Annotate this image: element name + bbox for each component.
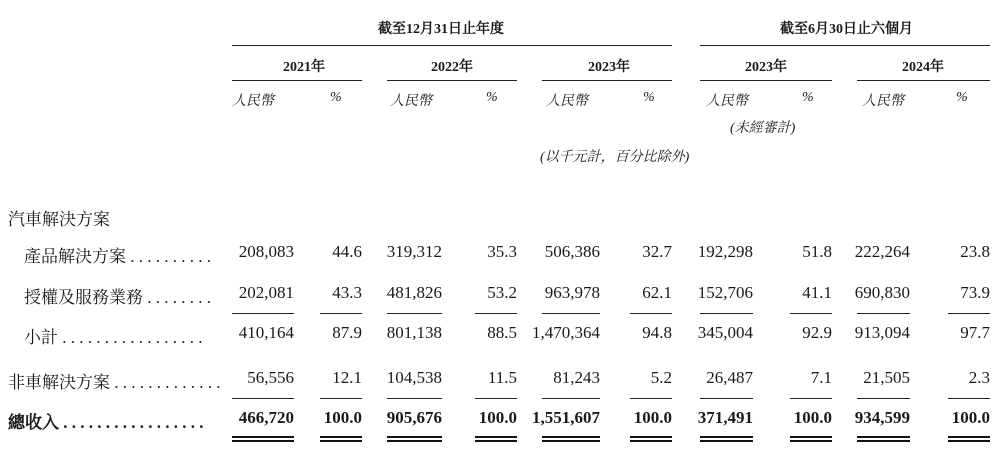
cell-total-2024h1-pct: 100.0 <box>951 408 990 427</box>
total-rule-2023h1-pct <box>790 398 832 399</box>
cell-total-2021-rmb: 466,720 <box>238 408 294 427</box>
subtotal-rule-2021-pct <box>320 313 362 314</box>
total-rule-2023-rmb <box>542 398 600 399</box>
double-rule-2023h1-rmb <box>700 436 753 442</box>
cell-product-2023h1-pct: 51.8 <box>802 242 832 261</box>
cell-nonauto-2023-pct: 5.2 <box>650 368 672 387</box>
year-rule-2022 <box>387 80 517 81</box>
subtotal-rule-2021-rmb <box>232 313 294 314</box>
year-header-2022: 2022年 <box>431 60 473 75</box>
cell-nonauto-2022-pct: 11.5 <box>487 368 517 387</box>
cell-product-2023-pct: 32.7 <box>642 242 672 261</box>
subtotal-rule-2023h1-pct <box>790 313 832 314</box>
total-rule-2024h1-rmb <box>857 398 910 399</box>
cell-product-2024h1-rmb: 222,264 <box>854 242 910 261</box>
total-rule-2023-pct <box>630 398 672 399</box>
subtotal-rule-2022-pct <box>475 313 517 314</box>
cell-product-2021-pct: 44.6 <box>332 242 362 261</box>
cell-licensing-2023h1-pct: 41.1 <box>802 283 832 302</box>
double-rule-2023h1-pct <box>790 436 832 442</box>
cell-product-2022-pct: 35.3 <box>487 242 517 261</box>
row-label-licensing-services: 授權及服務業務 . . . . . . . . <box>24 288 211 307</box>
cell-licensing-2024h1-pct: 73.9 <box>960 283 990 302</box>
cell-licensing-2021-pct: 43.3 <box>332 283 362 302</box>
subheader-rmb-2023-h1: 人民幣 <box>706 94 748 109</box>
subtotal-rule-2023h1-rmb <box>700 313 753 314</box>
row-label-non-automotive: 非車解決方案 . . . . . . . . . . . . . <box>8 373 221 392</box>
cell-product-2023h1-rmb: 192,298 <box>697 242 753 261</box>
group-rule-six-months <box>700 45 990 46</box>
cell-licensing-2023-rmb: 963,978 <box>544 283 600 302</box>
group-header-fiscal-year: 截至12月31日止年度 <box>378 22 504 37</box>
cell-licensing-2023h1-rmb: 152,706 <box>697 283 753 302</box>
double-rule-2023-rmb <box>542 436 600 442</box>
year-header-2021: 2021年 <box>283 60 325 75</box>
subheader-pct-2021: % <box>330 90 342 105</box>
cell-licensing-2024h1-rmb: 690,830 <box>854 283 910 302</box>
cell-product-2021-rmb: 208,083 <box>238 242 294 261</box>
year-rule-2023-h1 <box>700 80 832 81</box>
cell-subtotal-2023h1-rmb: 345,004 <box>697 323 753 342</box>
cell-nonauto-2021-rmb: 56,556 <box>247 368 294 387</box>
cell-subtotal-2022-rmb: 801,138 <box>386 323 442 342</box>
cell-licensing-2022-rmb: 481,826 <box>386 283 442 302</box>
year-header-2023-h1: 2023年 <box>745 60 787 75</box>
subheader-rmb-2024-h1: 人民幣 <box>862 94 904 109</box>
cell-nonauto-2023h1-pct: 7.1 <box>810 368 832 387</box>
year-header-2024-h1: 2024年 <box>902 60 944 75</box>
group-rule-fiscal-year <box>232 45 672 46</box>
cell-product-2023-rmb: 506,386 <box>544 242 600 261</box>
subheader-rmb-2023: 人民幣 <box>546 94 588 109</box>
subtotal-rule-2023-rmb <box>542 313 600 314</box>
double-rule-2021-rmb <box>232 436 294 442</box>
subheader-pct-2023-h1: % <box>802 90 814 105</box>
total-rule-2023h1-rmb <box>700 398 753 399</box>
row-label-subtotal: 小計 . . . . . . . . . . . . . . . . . <box>24 328 203 347</box>
cell-subtotal-2023h1-pct: 92.9 <box>802 323 832 342</box>
cell-nonauto-2024h1-rmb: 21,505 <box>863 368 910 387</box>
double-rule-2023-pct <box>630 436 672 442</box>
cell-licensing-2021-rmb: 202,081 <box>238 283 294 302</box>
double-rule-2022-rmb <box>387 436 442 442</box>
row-label-product-solutions: 產品解決方案 . . . . . . . . . . <box>24 247 211 266</box>
cell-nonauto-2023h1-rmb: 26,487 <box>706 368 753 387</box>
subheader-pct-2023: % <box>643 90 655 105</box>
subheader-rmb-2021: 人民幣 <box>232 94 274 109</box>
cell-total-2024h1-rmb: 934,599 <box>854 408 910 427</box>
cell-subtotal-2022-pct: 88.5 <box>487 323 517 342</box>
cell-total-2023-rmb: 1,551,607 <box>532 408 600 427</box>
year-rule-2024-h1 <box>857 80 990 81</box>
cell-nonauto-2022-rmb: 104,538 <box>386 368 442 387</box>
subheader-rmb-2022: 人民幣 <box>390 94 432 109</box>
total-rule-2021-rmb <box>232 398 294 399</box>
cell-subtotal-2024h1-pct: 97.7 <box>960 323 990 342</box>
year-header-2023: 2023年 <box>588 60 630 75</box>
cell-licensing-2022-pct: 53.2 <box>487 283 517 302</box>
cell-subtotal-2023-rmb: 1,470,364 <box>532 323 600 342</box>
year-rule-2021 <box>232 80 362 81</box>
cell-product-2022-rmb: 319,312 <box>386 242 442 261</box>
subheader-pct-2024-h1: % <box>956 90 968 105</box>
cell-subtotal-2021-rmb: 410,164 <box>238 323 294 342</box>
note-unaudited: (未經審計) <box>730 121 796 136</box>
row-label-automotive: 汽車解決方案 <box>8 210 110 229</box>
subtotal-rule-2024h1-pct <box>948 313 990 314</box>
double-rule-2022-pct <box>475 436 517 442</box>
cell-subtotal-2021-pct: 87.9 <box>332 323 362 342</box>
cell-total-2023h1-rmb: 371,491 <box>697 408 753 427</box>
cell-subtotal-2023-pct: 94.8 <box>642 323 672 342</box>
cell-total-2022-pct: 100.0 <box>478 408 517 427</box>
cell-product-2024h1-pct: 23.8 <box>960 242 990 261</box>
subtotal-rule-2023-pct <box>630 313 672 314</box>
year-rule-2023 <box>542 80 672 81</box>
double-rule-2024h1-rmb <box>857 436 910 442</box>
double-rule-2021-pct <box>320 436 362 442</box>
cell-total-2021-pct: 100.0 <box>323 408 362 427</box>
note-units: (以千元計，百分比除外) <box>540 150 690 165</box>
cell-nonauto-2024h1-pct: 2.3 <box>968 368 990 387</box>
total-rule-2021-pct <box>320 398 362 399</box>
group-header-six-months: 截至6月30日止六個月 <box>780 22 913 37</box>
subtotal-rule-2022-rmb <box>387 313 442 314</box>
subtotal-rule-2024h1-rmb <box>857 313 910 314</box>
cell-nonauto-2023-rmb: 81,243 <box>553 368 600 387</box>
cell-licensing-2023-pct: 62.1 <box>642 283 672 302</box>
cell-total-2022-rmb: 905,676 <box>386 408 442 427</box>
double-rule-2024h1-pct <box>948 436 990 442</box>
cell-total-2023-pct: 100.0 <box>633 408 672 427</box>
cell-nonauto-2021-pct: 12.1 <box>332 368 362 387</box>
cell-total-2023h1-pct: 100.0 <box>793 408 832 427</box>
total-rule-2022-rmb <box>387 398 442 399</box>
cell-subtotal-2024h1-rmb: 913,094 <box>854 323 910 342</box>
total-rule-2022-pct <box>475 398 517 399</box>
row-label-total-revenue: 總收入 . . . . . . . . . . . . . . . . . <box>8 413 204 432</box>
subheader-pct-2022: % <box>486 90 498 105</box>
total-rule-2024h1-pct <box>948 398 990 399</box>
